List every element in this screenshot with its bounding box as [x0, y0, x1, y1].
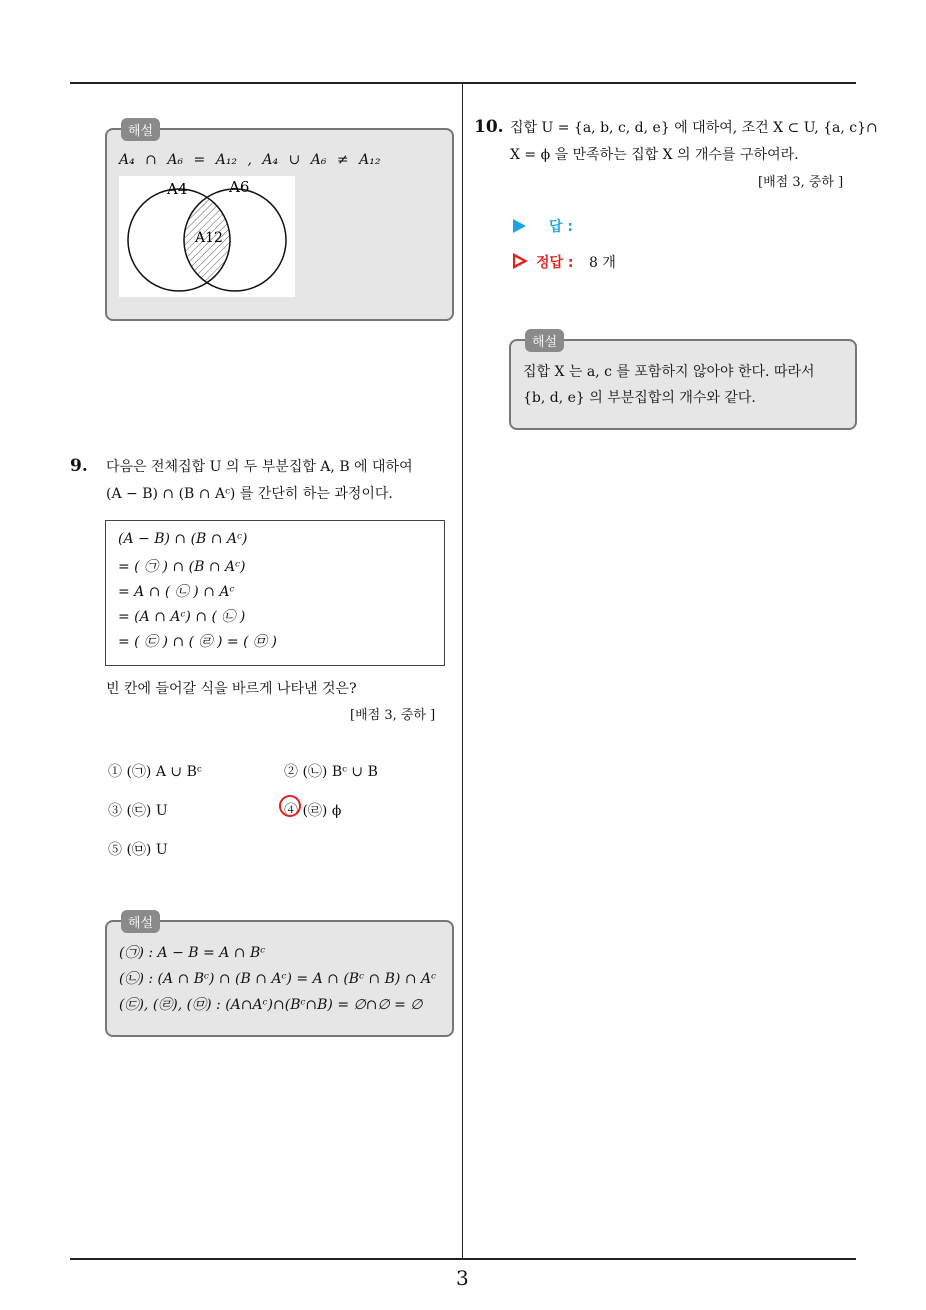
column-divider [462, 84, 463, 1258]
answer-label: 답 : [549, 219, 573, 235]
q9-choice-5[interactable]: ⑤ (㉤) U [108, 842, 168, 858]
q9-text-line2: (A − B) ∩ (B ∩ Aᶜ) 를 간단히 하는 과정이다. [106, 486, 393, 502]
page-number: 3 [456, 1266, 469, 1290]
q9-choice-3[interactable]: ③ (㉢) U [108, 803, 168, 819]
top-rule [70, 82, 856, 84]
q10-meta: [배점 3, 중하 ] [758, 175, 844, 190]
selected-answer-circle [279, 795, 301, 817]
q9-choice-4[interactable]: ④ (㉣) ϕ [284, 803, 342, 819]
q9-step-4: = (A ∩ Aᶜ) ∩ ( ㉡ ) [118, 609, 246, 625]
correct-label: 정답 : [536, 255, 574, 271]
q9-choice-2[interactable]: ② (㉡) Bᶜ ∪ B [284, 764, 378, 780]
correct-arrow-icon-inner [515, 257, 523, 265]
q9-meta: [배점 3, 중하 ] [350, 708, 436, 723]
q9-step-1: (A − B) ∩ (B ∩ Aᶜ) [118, 531, 248, 547]
q9-step-3: = A ∩ ( ㉡ ) ∩ Aᶜ [118, 584, 235, 600]
q10-solution-line1: 집합 X 는 a, c 를 포함하지 않아야 한다. 따라서 [523, 364, 815, 380]
q9-solution-line1: (㉠) : A − B = A ∩ Bᶜ [119, 945, 266, 961]
q10-solution-line2: {b, d, e} 의 부분집합의 개수와 같다. [523, 390, 756, 406]
venn-label-left: A4 [167, 180, 188, 198]
q9-step-5: = ( ㉢ ) ∩ ( ㉣ ) = ( ㉤ ) [118, 634, 277, 650]
solution-q8-line: A₄ ∩ A₆ = A₁₂ , A₄ ∪ A₆ ≠ A₁₂ [119, 152, 381, 168]
q9-text-line1: 다음은 전체집합 U 의 두 부분집합 A, B 에 대하여 [106, 459, 413, 475]
q9-question: 빈 칸에 들어갈 식을 바르게 나타낸 것은? [106, 681, 357, 697]
bottom-rule [70, 1258, 856, 1260]
solution-box-q9 [105, 916, 454, 1037]
venn-diagram [119, 176, 295, 297]
solution-box-q8 [105, 124, 454, 321]
q10-text-line2: X = ϕ 을 만족하는 집합 X 의 개수를 구하여라. [510, 147, 799, 163]
q10-number: 10. [474, 117, 504, 137]
q9-solution-line2: (㉡) : (A ∩ Bᶜ) ∩ (B ∩ Aᶜ) = A ∩ (Bᶜ ∩ B) ∩ Aᶜ [119, 971, 437, 987]
q9-number: 9. [70, 456, 88, 476]
solution-tag: 해설 [121, 910, 160, 933]
q9-derivation-box [105, 520, 445, 666]
venn-label-center: A12 [195, 230, 223, 246]
venn-svg [119, 176, 295, 297]
solution-tag: 해설 [525, 329, 564, 352]
correct-value: 8 개 [589, 255, 616, 271]
answer-arrow-icon [513, 219, 526, 233]
q10-text-line1: 집합 U = {a, b, c, d, e} 에 대하여, 조건 X ⊂ U, {a, c}∩ [510, 120, 878, 136]
venn-label-right: A6 [229, 178, 250, 196]
q9-step-2: = ( ㉠ ) ∩ (B ∩ Aᶜ) [118, 559, 246, 575]
q9-solution-line3: (㉢), (㉣), (㉤) : (A∩Aᶜ)∩(Bᶜ∩B) = ∅∩∅ = ∅ [119, 997, 423, 1013]
q9-choice-1[interactable]: ① (㉠) A ∪ Bᶜ [108, 764, 202, 780]
solution-tag: 해설 [121, 118, 160, 141]
solution-box-q10 [509, 335, 857, 430]
